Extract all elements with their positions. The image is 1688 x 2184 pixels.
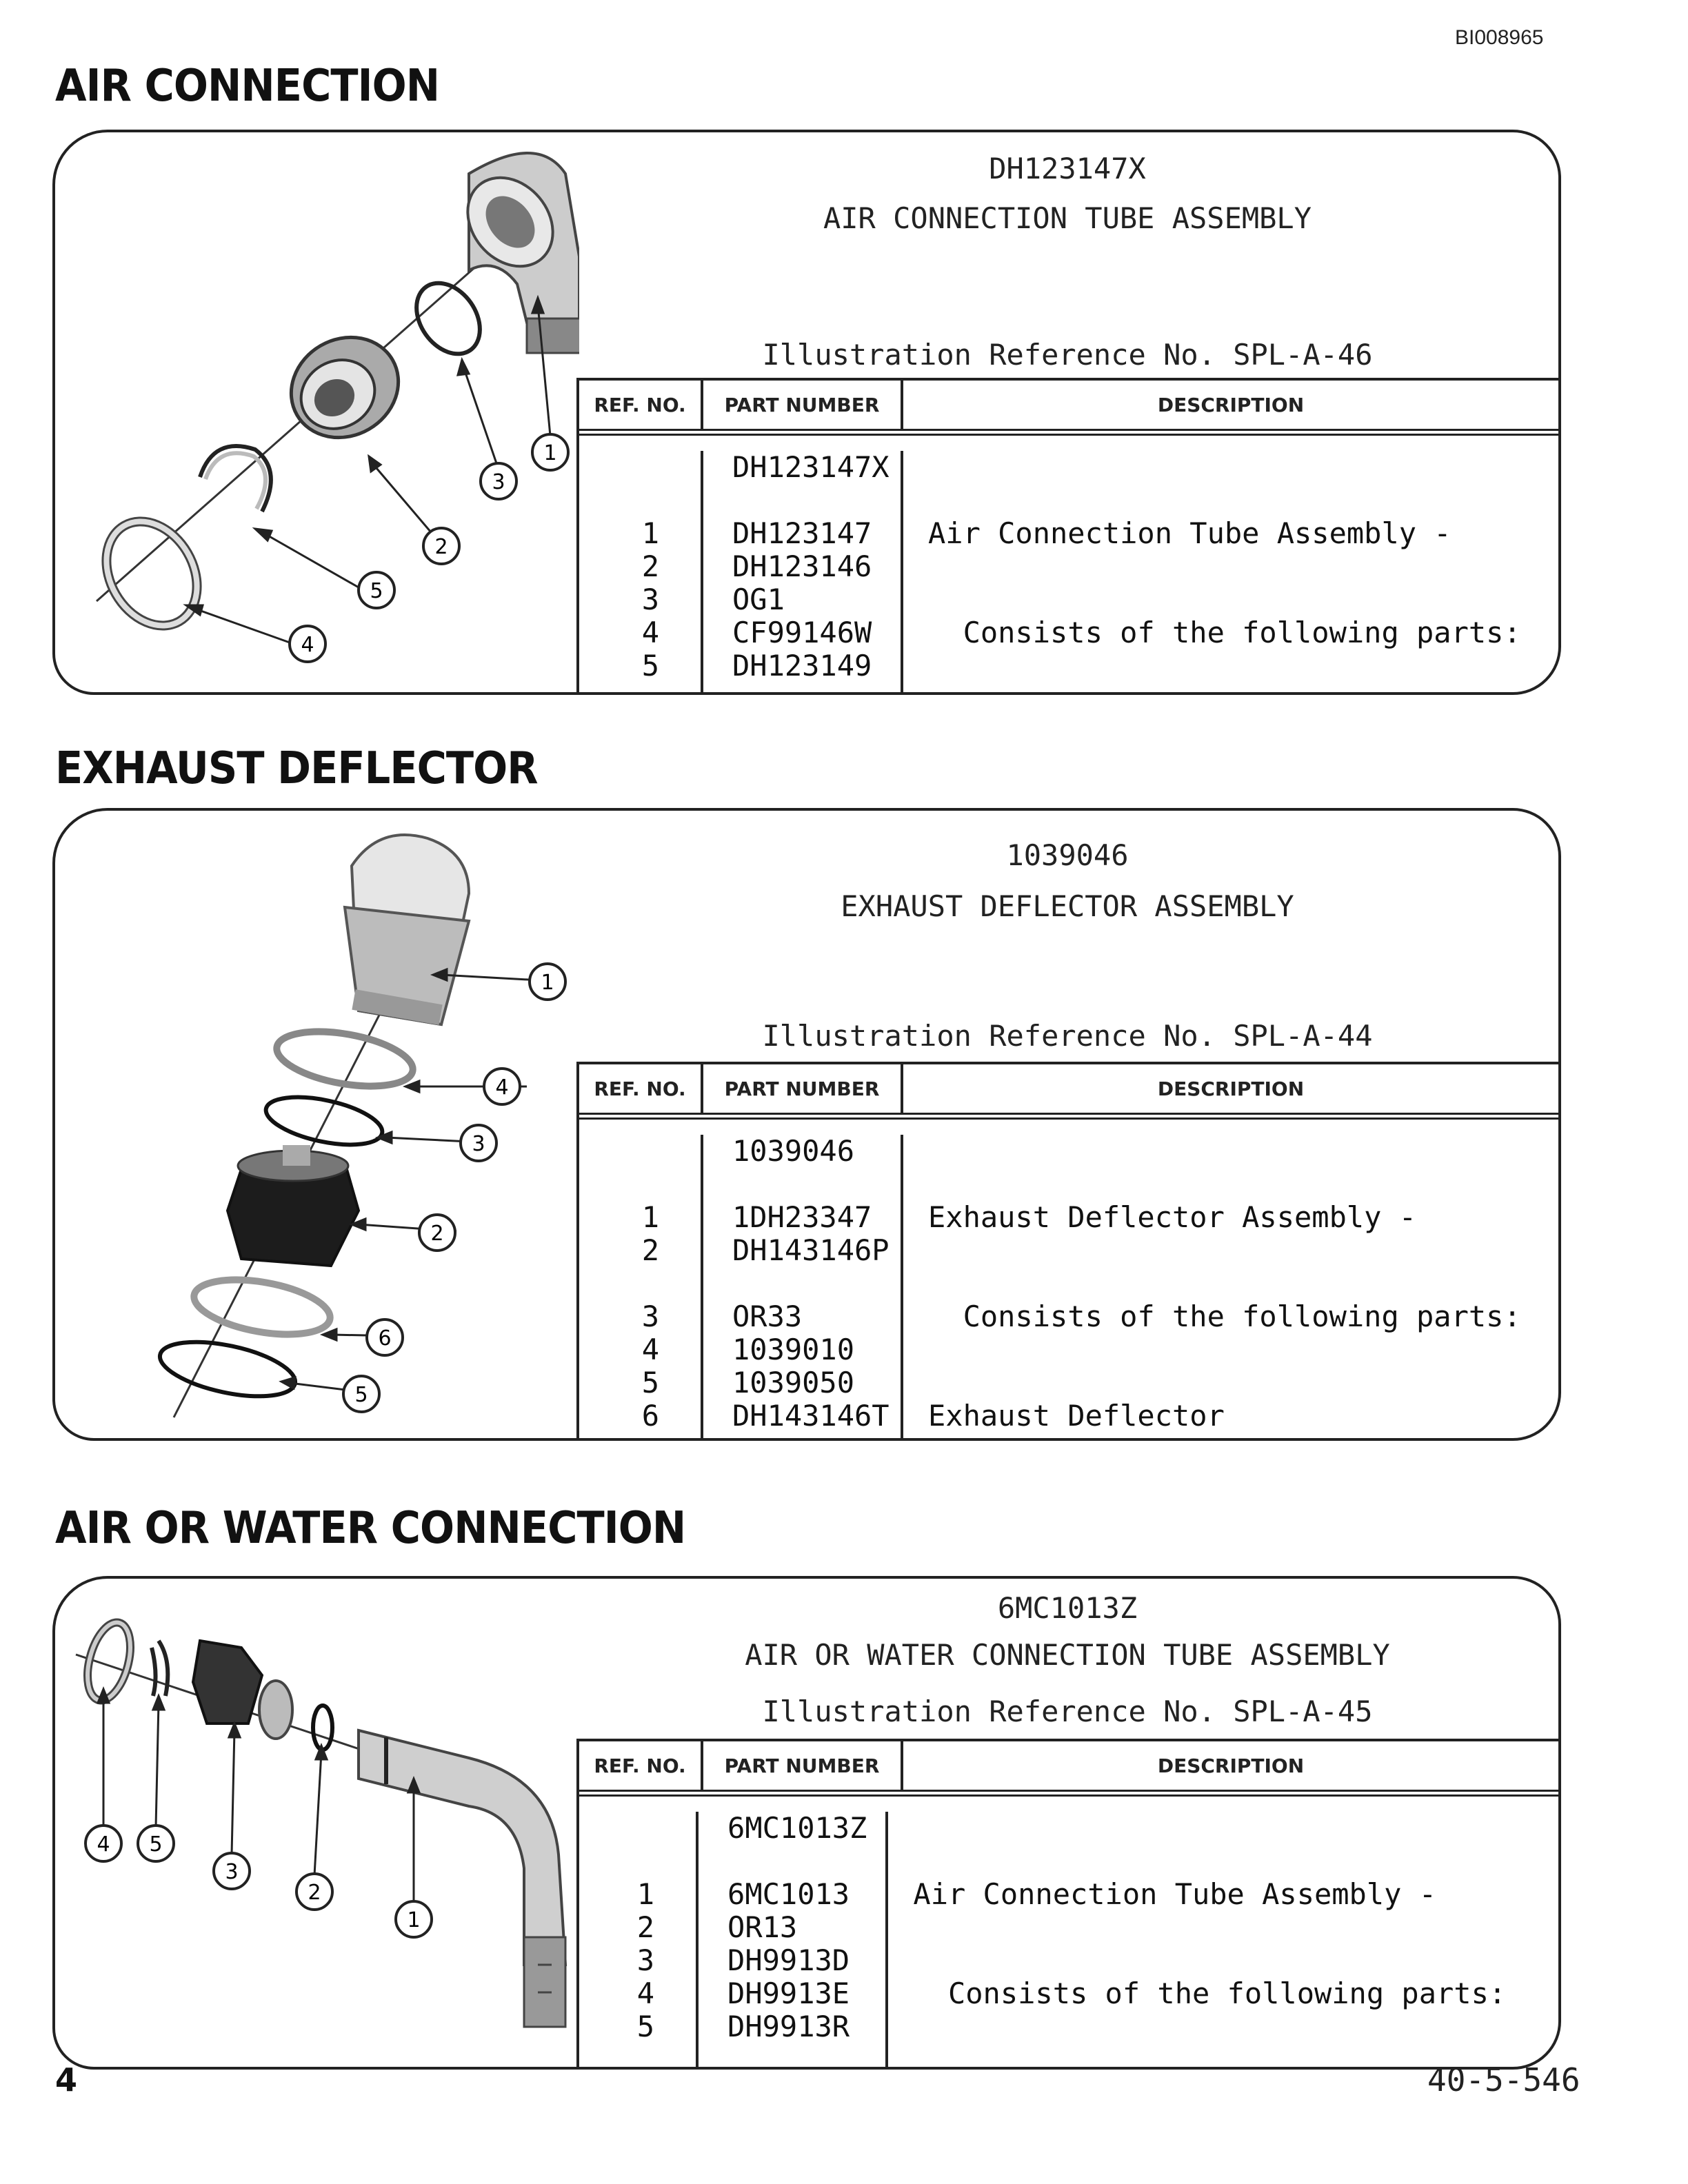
table-cell-desc: Exhaust Deflector (928, 1399, 1225, 1433)
table-cell-ref: 1 (641, 1201, 659, 1234)
table-cell-ref (579, 1168, 659, 1201)
table-cell-part: DH143146T (732, 1399, 890, 1433)
form-number: 40-5-546 (1427, 2061, 1580, 2099)
table-cell-ref: 3 (641, 1300, 659, 1333)
callout-2 (423, 528, 459, 564)
assembly-name: AIR CONNECTION TUBE ASSEMBLY (823, 201, 1312, 235)
svg-text:4: 4 (495, 1075, 509, 1100)
document-id: BI008965 (1455, 26, 1544, 49)
air-connection-tube-drawing (450, 153, 579, 353)
col-header-desc: DESCRIPTION (1157, 393, 1305, 416)
callout-1 (532, 434, 568, 470)
table-cell-ref (579, 1267, 659, 1300)
callout-5 (138, 1826, 174, 1861)
table-cell-ref (579, 1135, 659, 1168)
svg-text:1: 1 (543, 441, 557, 465)
table-cell-part: DH143146P (732, 1234, 890, 1267)
illustration-air-or-water-connection (55, 1579, 579, 2067)
callout-3 (481, 463, 516, 499)
assembly-name: AIR OR WATER CONNECTION TUBE ASSEMBLY (745, 1638, 1390, 1672)
table-cell-ref: 3 (636, 1944, 655, 1977)
assembly-part-number: 6MC1013Z (997, 1591, 1138, 1625)
panel-air-or-water-connection (52, 1576, 1561, 2070)
table-cell-part: 1039010 (732, 1333, 855, 1366)
table-cell-part: DH9913R (727, 2010, 850, 2043)
svg-text:2: 2 (308, 1881, 321, 1905)
svg-text:2: 2 (430, 1222, 444, 1246)
table-cell-desc: Air Connection Tube Assembly - (928, 517, 1451, 550)
parts-table-body (579, 436, 1558, 695)
table-cell-ref (579, 451, 659, 484)
table-cell-ref: 6 (641, 1399, 659, 1433)
illustration-exhaust-deflector (55, 811, 579, 1438)
table-cell-ref: 3 (641, 583, 659, 616)
illustration-reference: Illustration Reference No. SPL-A-45 (762, 1695, 1373, 1728)
table-cell-part: 1039046 (732, 1135, 855, 1168)
callout-3 (214, 1853, 250, 1889)
callout-3 (461, 1125, 496, 1161)
svg-text:4: 4 (97, 1832, 110, 1857)
svg-text:5: 5 (354, 1383, 368, 1407)
table-cell-desc: Consists of the following parts: (928, 616, 1521, 649)
exhaust-deflector-drawing (345, 835, 469, 1025)
table-cell-ref: 2 (636, 1911, 655, 1944)
table-cell-desc: Exhaust Deflector Assembly - (928, 1201, 1417, 1234)
svg-text:1: 1 (407, 1908, 421, 1932)
table-cell-ref: 4 (641, 616, 659, 649)
col-header-part: PART NUMBER (703, 1064, 903, 1113)
svg-text:4: 4 (301, 633, 314, 657)
callout-markers (86, 1826, 432, 1937)
parts-table-body (579, 1797, 1558, 2070)
svg-text:3: 3 (472, 1132, 485, 1156)
table-cell-ref (579, 1812, 654, 1845)
callout-markers (290, 434, 568, 662)
callout-2 (419, 1215, 455, 1251)
table-cell-part: DH123149 (732, 649, 872, 682)
table-cell-desc: Air Connection Tube Assembly - (913, 1878, 1436, 1911)
table-cell-desc: Consists of the following parts: (928, 1300, 1521, 1333)
svg-text:5: 5 (370, 579, 383, 603)
callout-markers (343, 964, 565, 1412)
page-number: 4 (55, 2061, 78, 2099)
table-cell-part: OR13 (727, 1911, 798, 1944)
table-cell-part: 6MC1013 (727, 1878, 850, 1911)
table-cell-ref (579, 1845, 654, 1878)
section-title-air-or-water-connection: AIR OR WATER CONNECTION (55, 1503, 686, 1554)
col-header-desc: DESCRIPTION (1157, 1077, 1305, 1100)
col-header-ref: REF. NO. (579, 1741, 703, 1790)
col-header-part: PART NUMBER (703, 1741, 903, 1790)
table-cell-part: DH9913D (727, 1944, 850, 1977)
col-header-ref: REF. NO. (579, 381, 703, 429)
table-cell-ref: 2 (641, 550, 659, 583)
exploded-view-diagram (55, 1579, 579, 2067)
callout-4 (290, 626, 325, 662)
table-cell-part: OG1 (732, 583, 785, 616)
svg-text:1: 1 (541, 971, 554, 995)
parts-table (576, 1062, 1558, 1438)
table-cell-ref: 2 (641, 1234, 659, 1267)
table-cell-part: DH9913E (727, 1977, 850, 2010)
illustration-reference: Illustration Reference No. SPL-A-46 (762, 338, 1373, 372)
table-cell-desc: Consists of the following parts: (913, 1977, 1507, 2010)
table-cell-part (732, 484, 901, 517)
callout-2 (297, 1874, 332, 1910)
callout-5 (359, 572, 394, 608)
callout-6 (367, 1320, 403, 1355)
illustration-reference: Illustration Reference No. SPL-A-44 (762, 1019, 1373, 1053)
table-cell-part: OR33 (732, 1300, 803, 1333)
table-cell-ref: 1 (636, 1878, 655, 1911)
svg-text:6: 6 (378, 1326, 392, 1351)
table-cell-ref: 5 (636, 2010, 655, 2043)
panel-air-connection (52, 130, 1561, 695)
swivel-spud-drawing (228, 1145, 359, 1266)
parts-table-header (579, 1064, 1558, 1120)
svg-text:3: 3 (492, 470, 505, 494)
col-header-part: PART NUMBER (703, 381, 903, 429)
col-header-desc: DESCRIPTION (1157, 1754, 1305, 1777)
table-cell-part: 1039050 (732, 1366, 855, 1399)
callout-4 (484, 1069, 520, 1104)
col-header-ref: REF. NO. (579, 1064, 703, 1113)
callout-1 (530, 964, 565, 1000)
parts-table-header (579, 1741, 1558, 1797)
table-cell-ref (579, 484, 659, 517)
table-cell-part: DH123147 (732, 517, 872, 550)
table-cell-part: DH123147X (732, 451, 890, 484)
panel-exhaust-deflector (52, 808, 1561, 1441)
parts-table-header (579, 381, 1558, 436)
table-cell-part (727, 1845, 885, 1878)
svg-text:3: 3 (225, 1860, 239, 1884)
callout-4 (86, 1826, 121, 1861)
parts-table (576, 1739, 1558, 2067)
table-cell-part (732, 1168, 901, 1201)
parts-table (576, 378, 1558, 692)
table-cell-part: 1DH23347 (732, 1201, 872, 1234)
assembly-name: EXHAUST DEFLECTOR ASSEMBLY (841, 889, 1294, 923)
table-cell-ref: 4 (641, 1333, 659, 1366)
table-cell-ref: 4 (636, 1977, 655, 2010)
table-cell-part: 6MC1013Z (727, 1812, 867, 1845)
section-title-exhaust-deflector: EXHAUST DEFLECTOR (55, 743, 538, 794)
illustration-air-connection (55, 132, 579, 692)
table-cell-ref: 1 (641, 517, 659, 550)
assembly-part-number: DH123147X (989, 152, 1146, 185)
table-cell-part (732, 1267, 901, 1300)
exploded-view-diagram (55, 811, 579, 1438)
section-title-air-connection: AIR CONNECTION (55, 61, 440, 112)
svg-text:5: 5 (149, 1832, 163, 1857)
svg-text:2: 2 (434, 535, 448, 559)
table-cell-part: DH123146 (732, 550, 872, 583)
table-cell-ref: 5 (641, 1366, 659, 1399)
parts-table-body (579, 1120, 1558, 1441)
air-connection-tube-drawing (359, 1730, 565, 2027)
assembly-part-number: 1039046 (1006, 838, 1129, 872)
table-cell-part: CF99146W (732, 616, 872, 649)
callout-1 (396, 1901, 432, 1937)
table-cell-ref: 5 (641, 649, 659, 682)
callout-5 (343, 1376, 379, 1412)
exploded-view-diagram (55, 132, 579, 692)
swivel-spud-drawing (193, 1641, 292, 1739)
